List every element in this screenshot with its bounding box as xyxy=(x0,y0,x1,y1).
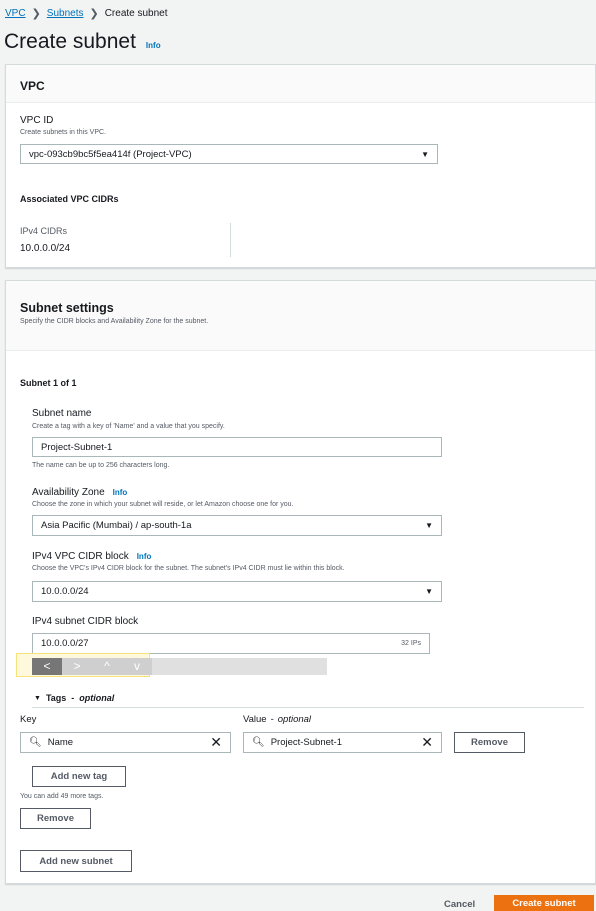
breadcrumb-vpc-link[interactable]: VPC xyxy=(5,8,26,19)
add-new-subnet-button[interactable]: Add new subnet xyxy=(20,850,132,872)
page-title: Create subnet xyxy=(4,30,136,53)
scroll-nav xyxy=(32,658,152,675)
az-info-link[interactable]: Info xyxy=(112,488,128,497)
tags-title: Tags xyxy=(45,693,67,703)
value-dash: - xyxy=(270,714,274,725)
subnet-settings-title: Subnet settings xyxy=(20,301,114,315)
az-select[interactable] xyxy=(32,515,442,536)
vpc-cidr-select[interactable] xyxy=(32,581,442,602)
value-label-row xyxy=(243,714,311,725)
scroll-right-button[interactable]: > xyxy=(62,658,92,675)
vpc-id-value: vpc-093cb9bc5f5ea414f (Project-VPC) xyxy=(29,148,192,160)
tag-value-input[interactable] xyxy=(243,732,442,753)
subnet-name-input[interactable] xyxy=(32,437,442,457)
scroll-up-button[interactable]: ^ xyxy=(92,658,122,675)
assoc-cidrs-title: Associated VPC CIDRs xyxy=(20,194,119,204)
clear-icon[interactable]: ✕ xyxy=(421,734,433,750)
subnet-name-value: Project-Subnet-1 xyxy=(41,441,113,453)
caret-down-icon: ▼ xyxy=(425,521,433,530)
ipv4-cidrs-value: 10.0.0.0/24 xyxy=(20,243,71,254)
vpc-panel xyxy=(5,64,596,268)
search-icon: 🔍︎ xyxy=(252,737,265,748)
clear-icon[interactable]: ✕ xyxy=(210,734,222,750)
scroll-down-button[interactable]: v xyxy=(122,658,152,675)
vpc-cidr-label-row xyxy=(32,551,151,562)
vpc-cidr-info-link[interactable]: Info xyxy=(136,552,152,561)
subnet-cidr-ips: 32 IPs xyxy=(401,640,421,647)
breadcrumb xyxy=(5,7,168,20)
scroll-left-button[interactable]: < xyxy=(32,658,62,675)
column-divider xyxy=(230,223,231,257)
add-new-tag-button[interactable]: Add new tag xyxy=(32,766,126,787)
breadcrumb-subnets-link[interactable]: Subnets xyxy=(46,8,84,19)
az-label-row xyxy=(32,487,127,498)
vpc-id-desc: Create subnets in this VPC. xyxy=(20,129,106,136)
subnet-name-hint: The name can be up to 256 characters long. xyxy=(32,462,170,469)
subnet-cidr-input[interactable] xyxy=(32,633,430,654)
value-label: Value xyxy=(243,714,267,725)
subnet-settings-header xyxy=(6,281,595,351)
cancel-button[interactable]: Cancel xyxy=(444,899,476,910)
tag-value-value: Project-Subnet-1 xyxy=(270,737,342,748)
caret-down-icon: ▼ xyxy=(425,587,433,596)
az-value: Asia Pacific (Mumbai) / ap-south-1a xyxy=(41,520,192,531)
subnet-cidr-label: IPv4 subnet CIDR block xyxy=(32,616,139,627)
vpc-panel-title: VPC xyxy=(20,79,45,93)
value-optional: optional xyxy=(277,714,312,725)
ipv4-cidrs-label: IPv4 CIDRs xyxy=(20,226,68,236)
vpc-id-label: VPC ID xyxy=(20,115,54,126)
caret-down-icon: ▼ xyxy=(421,149,429,159)
az-label: Availability Zone xyxy=(32,487,105,498)
tags-toggle[interactable] xyxy=(34,693,114,703)
remove-tag-button[interactable]: Remove xyxy=(454,732,525,753)
vpc-panel-header xyxy=(6,65,595,103)
subnet-cidr-value: 10.0.0.0/27 xyxy=(41,638,89,649)
vpc-cidr-label: IPv4 VPC CIDR block xyxy=(32,551,129,562)
page-header xyxy=(4,30,161,54)
vpc-id-select[interactable] xyxy=(20,144,438,164)
tag-hint: You can add 49 more tags. xyxy=(20,793,104,800)
subnet-name-label: Subnet name xyxy=(32,408,92,419)
remove-subnet-button[interactable]: Remove xyxy=(20,808,91,829)
key-label: Key xyxy=(20,714,37,725)
tags-dash: - xyxy=(71,693,75,703)
vpc-cidr-desc: Choose the VPC's IPv4 CIDR block for the subnet. The subnet's IPv4 CIDR must lie within this block. xyxy=(32,565,345,572)
chevron-right-icon: ❯ xyxy=(31,8,41,20)
tags-optional: optional xyxy=(79,693,115,703)
search-icon: 🔍︎ xyxy=(29,737,42,748)
subnet-settings-desc: Specify the CIDR blocks and Availability Zone for the subnet. xyxy=(20,318,209,325)
tags-divider xyxy=(32,707,584,708)
vpc-cidr-value: 10.0.0.0/24 xyxy=(41,586,89,597)
chevron-right-icon: ❯ xyxy=(89,8,99,20)
create-subnet-button[interactable]: Create subnet xyxy=(494,895,594,911)
subnet-settings-panel xyxy=(5,280,596,884)
subnet-count: Subnet 1 of 1 xyxy=(20,378,77,388)
tag-key-input[interactable] xyxy=(20,732,231,753)
tag-key-value: Name xyxy=(47,737,74,748)
page-info-link[interactable]: Info xyxy=(145,41,161,50)
caret-down-icon: ▼ xyxy=(34,694,41,702)
breadcrumb-current: Create subnet xyxy=(104,8,168,19)
subnet-name-desc: Create a tag with a key of 'Name' and a value that you specify. xyxy=(32,423,225,430)
az-desc: Choose the zone in which your subnet will reside, or let Amazon choose one for you. xyxy=(32,501,294,508)
